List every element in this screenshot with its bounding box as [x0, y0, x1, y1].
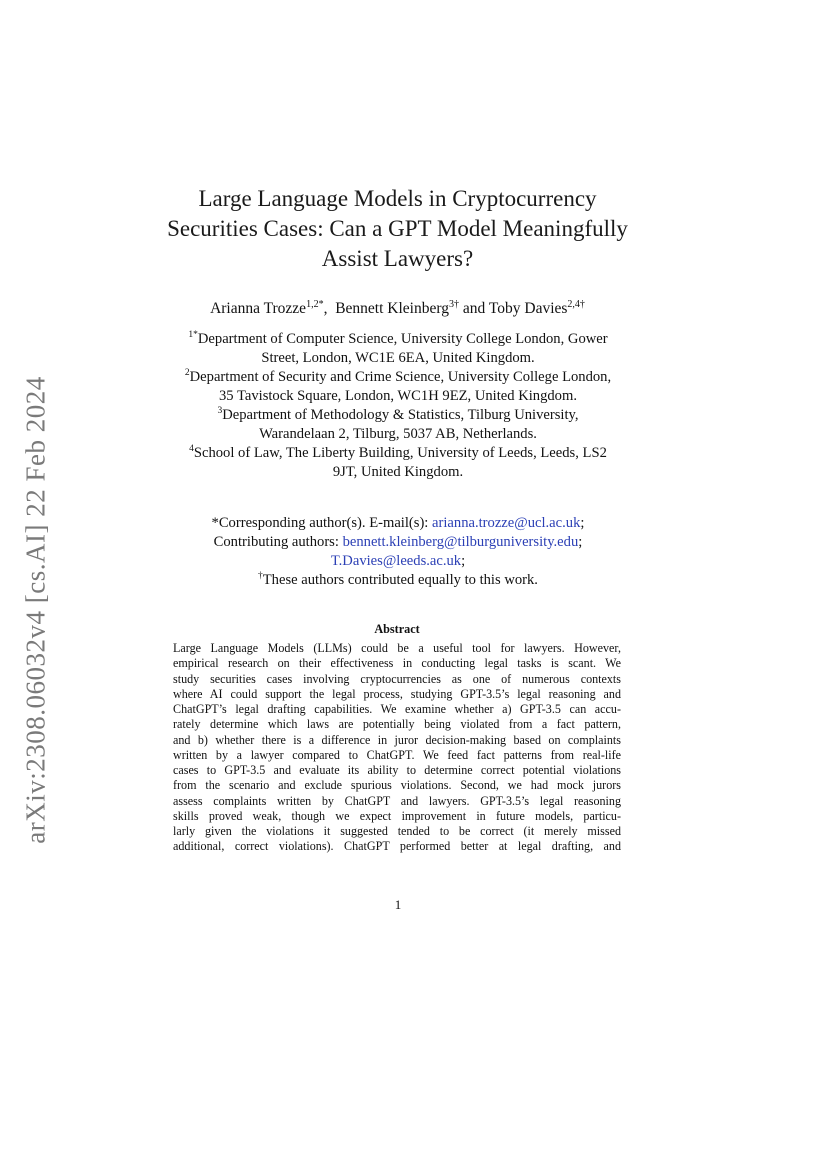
contributing-authors-line — [148, 552, 648, 571]
affiliation-marker: 4 — [189, 444, 194, 455]
separator: ; — [578, 534, 583, 550]
corresponding-author-line — [148, 514, 648, 533]
paper-title — [140, 184, 655, 274]
abstract-line: empirical research on their effectiveness in conducting legal tasks is scant. We — [173, 656, 621, 671]
affiliation-entry — [148, 406, 648, 444]
contributing-authors-line — [148, 533, 648, 552]
affiliation-line: 35 Tavistock Square, London, WC1H 9EZ, United Kingdom. — [219, 388, 577, 404]
abstract-line: additional, correct violations). ChatGPT performed better at legal drafting, and — [173, 839, 621, 854]
abstract-heading: Abstract — [374, 622, 420, 636]
abstract-line: skills proved weak, though we expect improvement in future models, particu- — [173, 808, 621, 823]
affiliation-entry — [148, 368, 648, 406]
abstract-line: ChatGPT’s legal drafting capabilities. We examine whether a) GPT-3.5 can accu- — [173, 702, 621, 716]
abstract-body — [173, 641, 621, 855]
affiliation-line: Street, London, WC1E 6EA, United Kingdom. — [261, 350, 535, 366]
separator: ; — [461, 553, 466, 569]
corresponding-label: *Corresponding author(s). E-mail(s): — [211, 515, 429, 531]
affiliation-line: 9JT, United Kingdom. — [332, 464, 464, 480]
equal-contribution-text: These authors contributed equally to this work. — [262, 572, 538, 588]
author-list: Arianna Trozze$^{1,2*}$, Bennett Kleinberg$^{3\dagger}$ and Toby Davies$^{2,4\dagger}$ — [210, 298, 585, 317]
author-name: Arianna Trozze — [210, 300, 307, 317]
affiliation-line: Department of Methodology & Statistics, Tilburg University, — [222, 407, 579, 423]
affiliation-line: Warandelaan 2, Tilburg, 5037 AB, Netherlands. — [259, 426, 537, 442]
abstract-line: and b) whether there is a difference in juror decision-making based on complaints — [173, 732, 621, 747]
abstract-line: rately determine which laws are potentially being violated from a fact pattern, — [173, 717, 621, 732]
affiliation-line: Department of Security and Crime Science, University College London, — [189, 369, 612, 385]
contributing-email-link[interactable]: bennett.kleinberg@tilburguniversity.edu — [342, 534, 579, 550]
corresponding-email-link[interactable]: arianna.trozze@ucl.ac.uk — [432, 515, 581, 531]
author-affiliation-marker: 2,4† — [567, 298, 585, 310]
affiliation-entry — [148, 444, 648, 482]
abstract-line: where AI could support the legal process, studying GPT-3.5’s legal reasoning and — [173, 686, 621, 701]
affiliations — [148, 330, 648, 482]
author-name: Toby Davies — [488, 300, 568, 317]
contributing-label: Contributing authors: — [213, 534, 339, 550]
page-number: 1 — [394, 897, 402, 912]
title-line: Assist Lawyers? — [321, 246, 474, 271]
abstract-line: study securities cases involving cryptocurrencies as one of numerous contexts — [173, 671, 621, 686]
abstract-line: Large Language Models (LLMs) could be a useful tool for lawyers. However, — [173, 641, 621, 655]
abstract-line: written by a lawyer compared to ChatGPT. We feed fact patterns from real-life — [173, 747, 621, 762]
abstract-line: assess complaints written by ChatGPT and lawyers. GPT-3.5’s legal reasoning — [173, 793, 621, 808]
affiliation-entry — [148, 330, 648, 368]
author-affiliation-marker: 1,2* — [306, 298, 324, 310]
affiliation-marker: 2 — [184, 368, 190, 379]
abstract-line: from the scenario and exclude spurious violations. Second, we had mock jurors — [173, 778, 621, 793]
author-conjunction: and — [462, 300, 486, 317]
affiliation-marker: 3 — [217, 406, 223, 417]
arxiv-identifier — [22, 372, 50, 848]
abstract-line: cases to GPT-3.5 and evaluate its ability to determine correct potential violations — [173, 763, 621, 777]
title-line: Large Language Models in Cryptocurrency — [198, 186, 597, 211]
dagger-marker: † — [258, 571, 263, 582]
affiliation-marker: 1* — [188, 330, 198, 341]
equal-contribution-note — [148, 571, 648, 590]
author-affiliation-marker: 3† — [448, 298, 459, 310]
author-name: Bennett Kleinberg — [335, 300, 449, 317]
contact-block — [148, 514, 648, 590]
contributing-email-link[interactable]: T.Davies@leeds.ac.uk — [330, 553, 462, 569]
title-line: Securities Cases: Can a GPT Model Meaningfully — [167, 216, 628, 241]
affiliation-line: School of Law, The Liberty Building, University of Leeds, Leeds, LS2 — [193, 445, 607, 461]
arxiv-identifier-text: arXiv:2308.06032v4 [cs.AI] 22 Feb 2024 — [20, 376, 51, 844]
separator: ; — [580, 515, 585, 531]
abstract-line: larly given the violations it suggested tended to be correct (it merely missed — [173, 824, 621, 838]
affiliation-line: Department of Computer Science, University College London, Gower — [197, 331, 608, 347]
